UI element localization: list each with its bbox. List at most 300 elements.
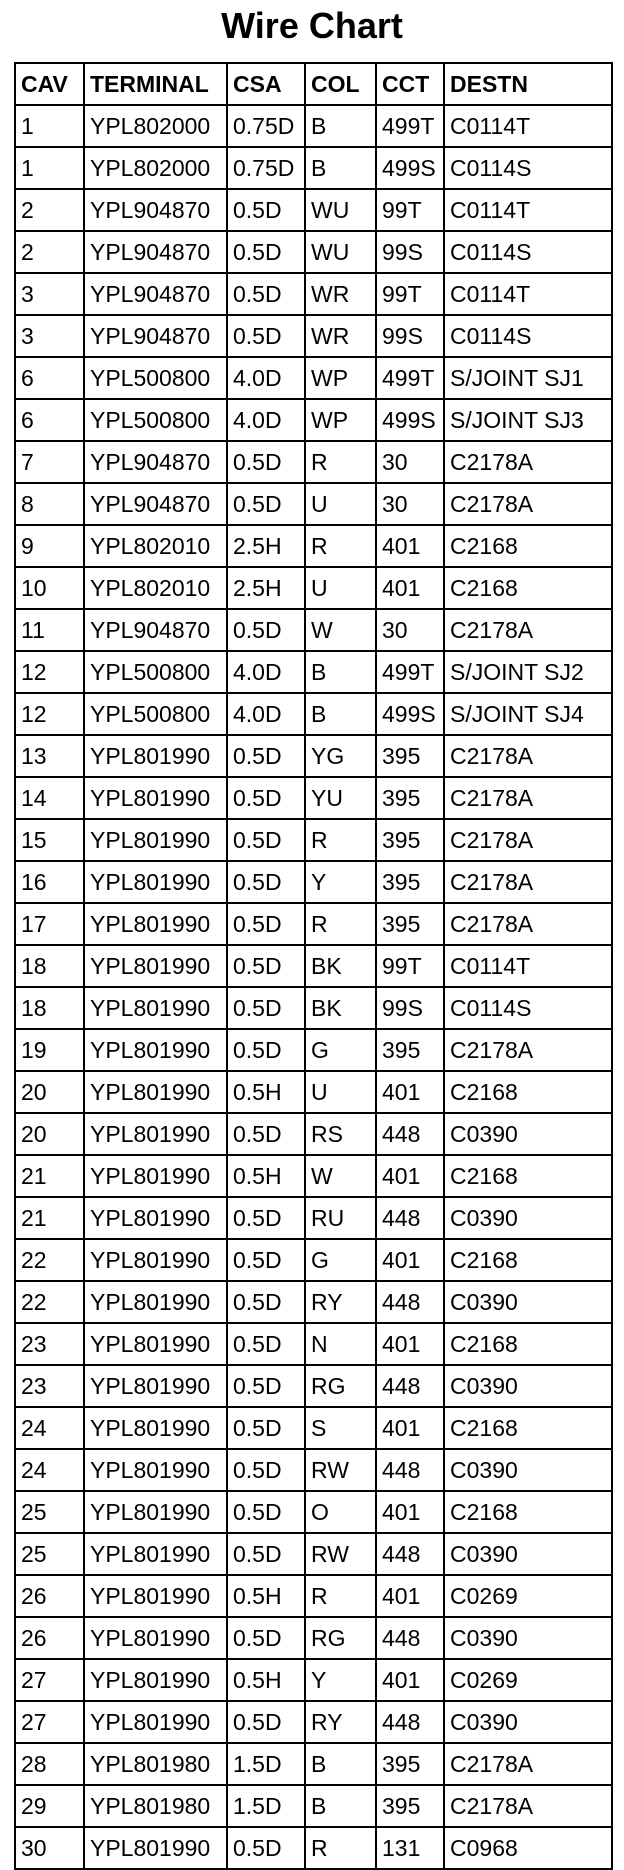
cell-cav: 8 [15, 483, 84, 525]
cell-col: R [305, 1575, 376, 1617]
cell-destn: C2178A [444, 1029, 612, 1071]
cell-col: U [305, 1071, 376, 1113]
cell-destn: S/JOINT SJ4 [444, 693, 612, 735]
cell-csa: 1.5D [227, 1785, 305, 1827]
cell-cav: 23 [15, 1365, 84, 1407]
cell-csa: 0.5D [227, 1029, 305, 1071]
cell-cav: 12 [15, 651, 84, 693]
cell-terminal: YPL801990 [84, 1533, 227, 1575]
cell-csa: 0.5D [227, 861, 305, 903]
cell-destn: C0390 [444, 1533, 612, 1575]
cell-terminal: YPL801990 [84, 861, 227, 903]
table-row [15, 525, 612, 567]
cell-terminal: YPL801990 [84, 735, 227, 777]
table-row [15, 1365, 612, 1407]
table-row [15, 231, 612, 273]
cell-terminal: YPL801990 [84, 1323, 227, 1365]
cell-destn: C2178A [444, 735, 612, 777]
cell-cav: 20 [15, 1071, 84, 1113]
cell-destn: C2168 [444, 1323, 612, 1365]
cell-destn: C2178A [444, 819, 612, 861]
column-header-cav: CAV [15, 63, 84, 105]
cell-cct: 30 [376, 441, 444, 483]
cell-csa: 0.5D [227, 1239, 305, 1281]
cell-csa: 4.0D [227, 651, 305, 693]
cell-csa: 0.5D [227, 315, 305, 357]
table-row [15, 861, 612, 903]
cell-csa: 0.5H [227, 1575, 305, 1617]
table-row [15, 273, 612, 315]
cell-cct: 401 [376, 1239, 444, 1281]
cell-terminal: YPL802010 [84, 567, 227, 609]
cell-col: WU [305, 189, 376, 231]
table-row [15, 1785, 612, 1827]
cell-cav: 30 [15, 1827, 84, 1869]
cell-col: O [305, 1491, 376, 1533]
cell-terminal: YPL904870 [84, 189, 227, 231]
cell-cav: 15 [15, 819, 84, 861]
cell-csa: 0.5D [227, 1827, 305, 1869]
cell-destn: C2178A [444, 861, 612, 903]
cell-csa: 0.5D [227, 1197, 305, 1239]
cell-col: BK [305, 987, 376, 1029]
cell-cav: 21 [15, 1197, 84, 1239]
cell-col: B [305, 651, 376, 693]
cell-csa: 0.5D [227, 231, 305, 273]
cell-terminal: YPL801990 [84, 903, 227, 945]
cell-terminal: YPL801990 [84, 987, 227, 1029]
cell-destn: C0114S [444, 987, 612, 1029]
cell-cav: 26 [15, 1617, 84, 1659]
cell-terminal: YPL802000 [84, 147, 227, 189]
cell-col: RW [305, 1449, 376, 1491]
cell-terminal: YPL801990 [84, 1281, 227, 1323]
cell-csa: 0.5D [227, 945, 305, 987]
cell-destn: C0114T [444, 273, 612, 315]
cell-cav: 24 [15, 1407, 84, 1449]
cell-csa: 0.5D [227, 1491, 305, 1533]
cell-col: W [305, 609, 376, 651]
cell-destn: C0390 [444, 1113, 612, 1155]
cell-csa: 0.5D [227, 1533, 305, 1575]
cell-terminal: YPL801990 [84, 1659, 227, 1701]
table-row [15, 1827, 612, 1869]
cell-csa: 0.5H [227, 1071, 305, 1113]
table-row [15, 987, 612, 1029]
cell-csa: 0.5D [227, 1701, 305, 1743]
cell-col: Y [305, 861, 376, 903]
cell-col: G [305, 1029, 376, 1071]
cell-cav: 7 [15, 441, 84, 483]
cell-cav: 12 [15, 693, 84, 735]
table-row [15, 1701, 612, 1743]
cell-cav: 23 [15, 1323, 84, 1365]
cell-terminal: YPL801980 [84, 1743, 227, 1785]
cell-cav: 6 [15, 399, 84, 441]
cell-col: RG [305, 1365, 376, 1407]
table-row [15, 903, 612, 945]
cell-cct: 401 [376, 1575, 444, 1617]
cell-cct: 401 [376, 1155, 444, 1197]
cell-cct: 448 [376, 1197, 444, 1239]
cell-csa: 4.0D [227, 357, 305, 399]
table-row [15, 1743, 612, 1785]
cell-col: RY [305, 1281, 376, 1323]
cell-terminal: YPL500800 [84, 693, 227, 735]
table-row [15, 1281, 612, 1323]
cell-cav: 10 [15, 567, 84, 609]
table-row [15, 1659, 612, 1701]
cell-cav: 26 [15, 1575, 84, 1617]
cell-cct: 99T [376, 189, 444, 231]
cell-csa: 0.5D [227, 1365, 305, 1407]
cell-cct: 401 [376, 1071, 444, 1113]
cell-destn: C0390 [444, 1617, 612, 1659]
cell-terminal: YPL801990 [84, 1701, 227, 1743]
table-row [15, 1113, 612, 1155]
cell-cav: 2 [15, 231, 84, 273]
cell-cct: 401 [376, 1659, 444, 1701]
cell-terminal: YPL801990 [84, 777, 227, 819]
cell-col: R [305, 441, 376, 483]
page-title: Wire Chart [221, 5, 403, 46]
cell-col: RW [305, 1533, 376, 1575]
cell-destn: C0390 [444, 1281, 612, 1323]
cell-cav: 9 [15, 525, 84, 567]
cell-destn: C2178A [444, 1743, 612, 1785]
cell-cct: 448 [376, 1449, 444, 1491]
cell-cct: 499T [376, 357, 444, 399]
cell-cav: 21 [15, 1155, 84, 1197]
table-row [15, 189, 612, 231]
cell-col: RY [305, 1701, 376, 1743]
cell-cct: 448 [376, 1281, 444, 1323]
table-row [15, 1491, 612, 1533]
cell-col: RU [305, 1197, 376, 1239]
cell-destn: S/JOINT SJ3 [444, 399, 612, 441]
cell-col: B [305, 147, 376, 189]
cell-terminal: YPL500800 [84, 651, 227, 693]
cell-cav: 28 [15, 1743, 84, 1785]
table-row [15, 1071, 612, 1113]
cell-terminal: YPL801990 [84, 1071, 227, 1113]
cell-terminal: YPL500800 [84, 357, 227, 399]
cell-cct: 499S [376, 399, 444, 441]
cell-destn: C2168 [444, 1155, 612, 1197]
cell-cav: 24 [15, 1449, 84, 1491]
table-row [15, 1407, 612, 1449]
table-row [15, 945, 612, 987]
cell-csa: 0.5D [227, 819, 305, 861]
cell-csa: 0.5D [227, 1617, 305, 1659]
cell-cav: 25 [15, 1491, 84, 1533]
cell-terminal: YPL801990 [84, 1449, 227, 1491]
table-row [15, 735, 612, 777]
cell-col: R [305, 819, 376, 861]
cell-terminal: YPL802000 [84, 105, 227, 147]
cell-cav: 6 [15, 357, 84, 399]
cell-terminal: YPL801990 [84, 1575, 227, 1617]
cell-terminal: YPL801990 [84, 1365, 227, 1407]
cell-col: RS [305, 1113, 376, 1155]
cell-terminal: YPL801990 [84, 1113, 227, 1155]
table-row [15, 147, 612, 189]
cell-csa: 0.5D [227, 987, 305, 1029]
cell-terminal: YPL801990 [84, 945, 227, 987]
cell-csa: 0.5D [227, 273, 305, 315]
table-row [15, 1323, 612, 1365]
cell-cct: 448 [376, 1701, 444, 1743]
cell-destn: C2168 [444, 1407, 612, 1449]
cell-cct: 395 [376, 819, 444, 861]
table-row [15, 357, 612, 399]
cell-csa: 0.5D [227, 1281, 305, 1323]
table-body [15, 105, 612, 1869]
cell-csa: 0.5D [227, 903, 305, 945]
table-row [15, 105, 612, 147]
cell-col: WP [305, 399, 376, 441]
cell-terminal: YPL801990 [84, 819, 227, 861]
cell-cct: 448 [376, 1617, 444, 1659]
cell-cct: 448 [376, 1533, 444, 1575]
cell-destn: C0390 [444, 1365, 612, 1407]
cell-destn: C0114S [444, 147, 612, 189]
cell-cct: 395 [376, 735, 444, 777]
cell-cav: 11 [15, 609, 84, 651]
cell-col: B [305, 1785, 376, 1827]
cell-csa: 0.5D [227, 609, 305, 651]
table-row [15, 441, 612, 483]
cell-destn: C0390 [444, 1197, 612, 1239]
table-row [15, 1533, 612, 1575]
cell-terminal: YPL801990 [84, 1029, 227, 1071]
cell-destn: C2178A [444, 483, 612, 525]
cell-cct: 99T [376, 945, 444, 987]
cell-cct: 30 [376, 483, 444, 525]
cell-col: RG [305, 1617, 376, 1659]
cell-csa: 0.5H [227, 1659, 305, 1701]
cell-destn: C0390 [444, 1701, 612, 1743]
cell-csa: 0.5D [227, 1323, 305, 1365]
cell-cct: 448 [376, 1365, 444, 1407]
table-row [15, 483, 612, 525]
cell-destn: C0114T [444, 189, 612, 231]
table-row [15, 819, 612, 861]
table-row [15, 693, 612, 735]
header-row [15, 63, 612, 105]
cell-terminal: YPL802010 [84, 525, 227, 567]
cell-csa: 0.5D [227, 735, 305, 777]
wire-chart-table [14, 62, 613, 1870]
cell-csa: 0.5H [227, 1155, 305, 1197]
cell-destn: C2168 [444, 1491, 612, 1533]
cell-destn: C0968 [444, 1827, 612, 1869]
cell-col: B [305, 693, 376, 735]
cell-col: YG [305, 735, 376, 777]
cell-cav: 20 [15, 1113, 84, 1155]
cell-csa: 2.5H [227, 567, 305, 609]
cell-terminal: YPL801990 [84, 1827, 227, 1869]
cell-cav: 17 [15, 903, 84, 945]
cell-terminal: YPL801990 [84, 1617, 227, 1659]
cell-cav: 22 [15, 1281, 84, 1323]
cell-cct: 395 [376, 1785, 444, 1827]
cell-terminal: YPL904870 [84, 441, 227, 483]
table-row [15, 1449, 612, 1491]
cell-destn: C2168 [444, 525, 612, 567]
cell-terminal: YPL801990 [84, 1407, 227, 1449]
cell-cct: 401 [376, 1407, 444, 1449]
cell-csa: 0.5D [227, 777, 305, 819]
table-row [15, 609, 612, 651]
cell-col: Y [305, 1659, 376, 1701]
cell-terminal: YPL904870 [84, 483, 227, 525]
cell-destn: C0114T [444, 105, 612, 147]
column-header-destn: DESTN [444, 63, 612, 105]
table-row [15, 1617, 612, 1659]
cell-cav: 18 [15, 945, 84, 987]
column-header-col: COL [305, 63, 376, 105]
cell-csa: 4.0D [227, 399, 305, 441]
cell-cav: 1 [15, 147, 84, 189]
cell-col: WU [305, 231, 376, 273]
cell-csa: 0.5D [227, 1113, 305, 1155]
cell-cav: 16 [15, 861, 84, 903]
cell-cav: 19 [15, 1029, 84, 1071]
cell-csa: 0.5D [227, 1449, 305, 1491]
cell-csa: 0.75D [227, 105, 305, 147]
cell-csa: 4.0D [227, 693, 305, 735]
table-row [15, 1575, 612, 1617]
cell-destn: C0390 [444, 1449, 612, 1491]
table-row [15, 1029, 612, 1071]
cell-destn: C2178A [444, 903, 612, 945]
cell-cct: 401 [376, 1323, 444, 1365]
cell-destn: C2178A [444, 1785, 612, 1827]
cell-destn: C0269 [444, 1659, 612, 1701]
cell-terminal: YPL904870 [84, 315, 227, 357]
cell-destn: S/JOINT SJ1 [444, 357, 612, 399]
table-row [15, 567, 612, 609]
cell-cct: 401 [376, 1491, 444, 1533]
cell-col: B [305, 105, 376, 147]
cell-terminal: YPL500800 [84, 399, 227, 441]
cell-csa: 0.5D [227, 441, 305, 483]
cell-cav: 3 [15, 273, 84, 315]
cell-csa: 0.5D [227, 1407, 305, 1449]
cell-cav: 3 [15, 315, 84, 357]
table-row [15, 1197, 612, 1239]
cell-terminal: YPL801990 [84, 1491, 227, 1533]
cell-terminal: YPL904870 [84, 231, 227, 273]
cell-col: S [305, 1407, 376, 1449]
cell-col: U [305, 483, 376, 525]
cell-cav: 29 [15, 1785, 84, 1827]
cell-cav: 14 [15, 777, 84, 819]
cell-col: G [305, 1239, 376, 1281]
cell-cav: 27 [15, 1701, 84, 1743]
cell-col: BK [305, 945, 376, 987]
cell-destn: C0114S [444, 231, 612, 273]
cell-terminal: YPL801990 [84, 1239, 227, 1281]
cell-cct: 395 [376, 777, 444, 819]
cell-destn: C0269 [444, 1575, 612, 1617]
cell-cct: 401 [376, 567, 444, 609]
cell-csa: 0.5D [227, 483, 305, 525]
cell-col: U [305, 567, 376, 609]
cell-destn: C2178A [444, 441, 612, 483]
cell-cct: 99S [376, 315, 444, 357]
cell-col: WR [305, 273, 376, 315]
cell-terminal: YPL801990 [84, 1155, 227, 1197]
cell-col: WR [305, 315, 376, 357]
cell-col: W [305, 1155, 376, 1197]
cell-cct: 499T [376, 105, 444, 147]
column-header-cct: CCT [376, 63, 444, 105]
cell-csa: 1.5D [227, 1743, 305, 1785]
table-row [15, 651, 612, 693]
cell-cav: 27 [15, 1659, 84, 1701]
cell-cct: 99S [376, 987, 444, 1029]
cell-cav: 22 [15, 1239, 84, 1281]
cell-cct: 448 [376, 1113, 444, 1155]
cell-terminal: YPL801990 [84, 1197, 227, 1239]
cell-destn: C2178A [444, 777, 612, 819]
cell-col: R [305, 525, 376, 567]
cell-cct: 99S [376, 231, 444, 273]
cell-terminal: YPL904870 [84, 273, 227, 315]
cell-terminal: YPL801980 [84, 1785, 227, 1827]
cell-cct: 499S [376, 693, 444, 735]
table-row [15, 1239, 612, 1281]
cell-cct: 30 [376, 609, 444, 651]
table-row [15, 399, 612, 441]
cell-cct: 395 [376, 1743, 444, 1785]
cell-cct: 131 [376, 1827, 444, 1869]
table-row [15, 315, 612, 357]
cell-cct: 395 [376, 1029, 444, 1071]
cell-cct: 401 [376, 525, 444, 567]
cell-destn: C2168 [444, 567, 612, 609]
cell-csa: 2.5H [227, 525, 305, 567]
cell-destn: C2168 [444, 1071, 612, 1113]
cell-cct: 395 [376, 903, 444, 945]
cell-cav: 25 [15, 1533, 84, 1575]
cell-col: B [305, 1743, 376, 1785]
cell-cct: 99T [376, 273, 444, 315]
cell-col: WP [305, 357, 376, 399]
table-row [15, 1155, 612, 1197]
cell-destn: S/JOINT SJ2 [444, 651, 612, 693]
cell-cav: 2 [15, 189, 84, 231]
cell-terminal: YPL904870 [84, 609, 227, 651]
cell-cav: 18 [15, 987, 84, 1029]
cell-csa: 0.5D [227, 189, 305, 231]
table-row [15, 777, 612, 819]
cell-cct: 499T [376, 651, 444, 693]
cell-cav: 1 [15, 105, 84, 147]
cell-cct: 395 [376, 861, 444, 903]
cell-col: R [305, 903, 376, 945]
cell-col: N [305, 1323, 376, 1365]
column-header-csa: CSA [227, 63, 305, 105]
cell-cav: 13 [15, 735, 84, 777]
cell-col: R [305, 1827, 376, 1869]
column-header-terminal: TERMINAL [84, 63, 227, 105]
cell-destn: C0114T [444, 945, 612, 987]
cell-col: YU [305, 777, 376, 819]
cell-destn: C0114S [444, 315, 612, 357]
